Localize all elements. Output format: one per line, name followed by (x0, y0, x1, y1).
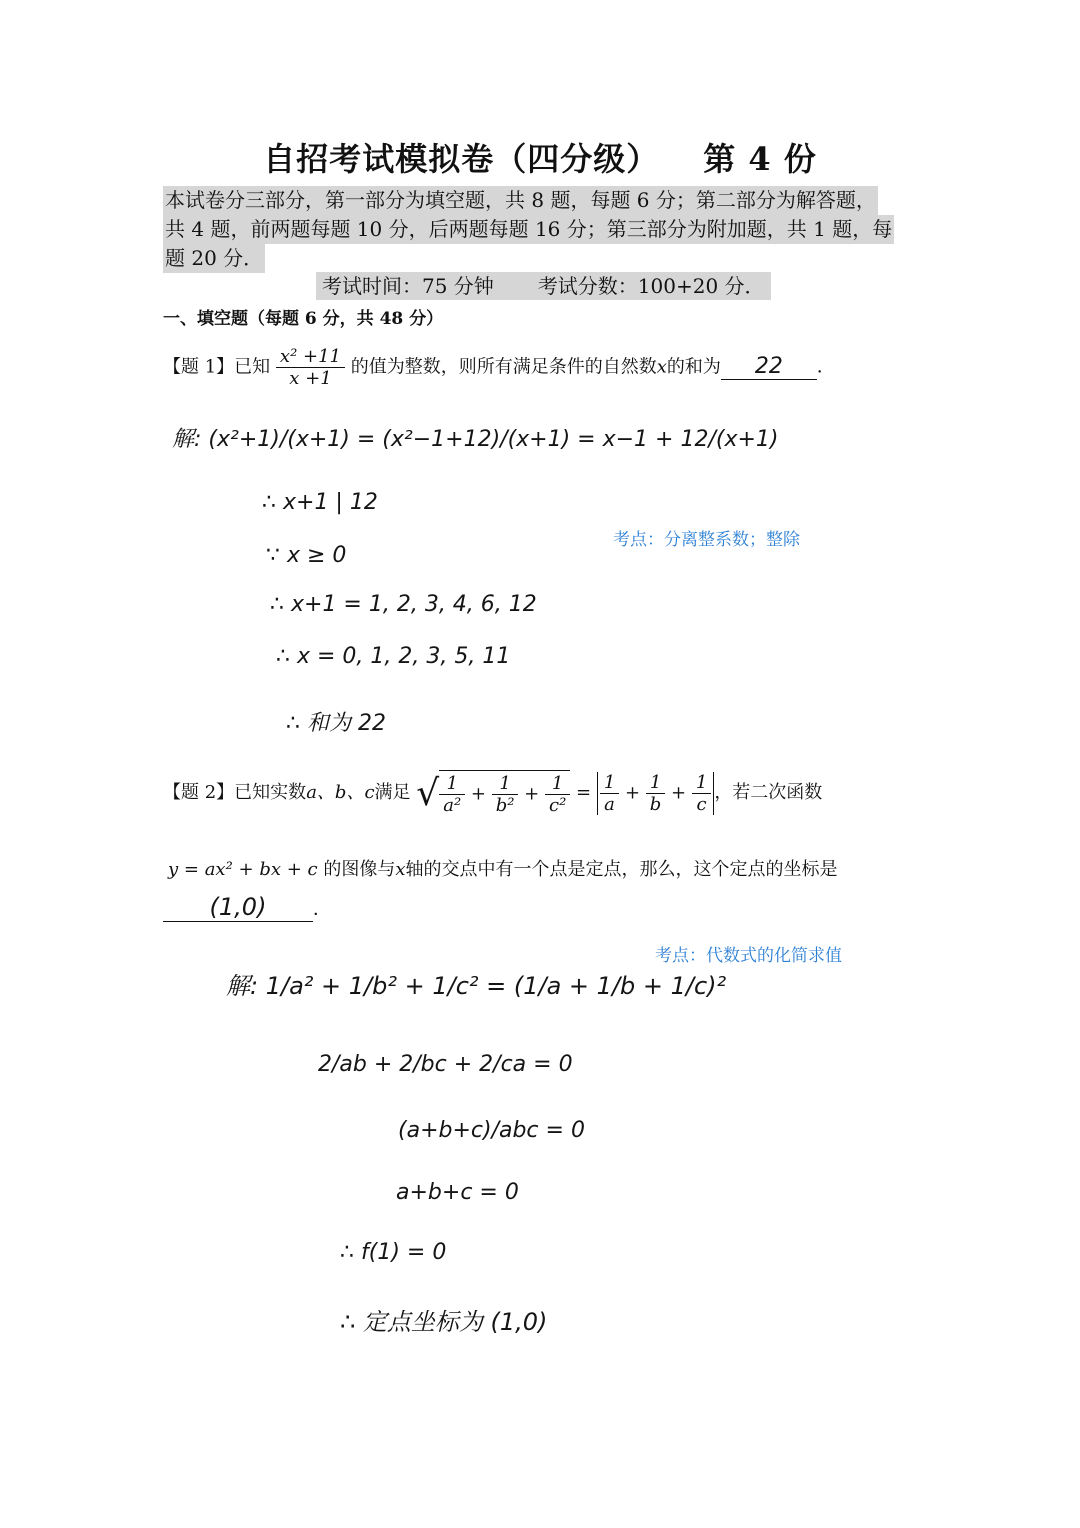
q2-solution-line-1: 解: 1/a² + 1/b² + 1/c² = (1/a + 1/b + 1/c)² (226, 972, 727, 1000)
q2-term-a2: $\frac{1}{\text{a²}}$ (439, 773, 465, 816)
q1-answer-blank: 22 (721, 354, 817, 380)
q1-fraction-denominator: x +1 (289, 368, 332, 389)
q2-term-c: $\frac{1}{c}$ (692, 772, 711, 815)
q2-sqrt-expression: $\frac{1}{\text{a²}}$ + $\frac{1}{\text{b²}}$ + $\frac{1}{\text{c²}}$ (439, 770, 570, 816)
sqrt-icon: √ (416, 772, 440, 814)
intro-line-3: 题 20 分． (163, 244, 265, 273)
q2-function: y = ax² + bx + c (168, 859, 318, 880)
exam-intro (163, 186, 917, 273)
question-2: 【题 2】已知实数a、b、c满足 √ $\frac{1}{\text{a²}}$ + $\frac{1}{\text{b²}}$ + $\frac{1}{\text{c²}}$ = $\frac{1}{a}$ + $\frac{1}{b}$ + $\frac{1}{c}$ ，若二次函数 (163, 771, 823, 816)
q2-note: 考点：代数式的化简求值 (655, 946, 842, 966)
q1-text: 的值为整数，则所有满足条件的自然数 (350, 356, 657, 378)
q1-solution-line-6: ∴ 和为 22 (286, 711, 386, 736)
exam-time: 考试时间：75 分钟 (322, 274, 494, 298)
q2-answer-line (163, 893, 331, 922)
intro-line-1: 本试卷分三部分，第一部分为填空题，共 8 题，每题 6 分；第二部分为解答题， (163, 186, 878, 215)
q1-solution-line-4: ∴ x+1 = 1, 2, 3, 4, 6, 12 (270, 592, 537, 617)
q2-abs-expression: $\frac{1}{a}$ + $\frac{1}{b}$ + $\frac{1}{c}$ (597, 772, 715, 815)
title-part: 第 4 份 (703, 140, 817, 178)
q2-term-b: $\frac{1}{b}$ (646, 772, 666, 815)
q1-text2: 的和为 (666, 356, 721, 378)
q2-label: 【题 2】已知实数 (163, 782, 307, 803)
q1-note: 考点：分离整系数；整除 (613, 530, 800, 550)
q2-text2: ，若二次函数 (714, 782, 823, 803)
q1-label: 【题 1】已知 (163, 356, 271, 378)
q2-term-c2: $\frac{1}{\text{c²}}$ (545, 773, 570, 816)
q2-text: 满足 (374, 782, 411, 803)
q2-solution-line-4: a+b+c = 0 (396, 1180, 519, 1205)
title-main: 自招考试模拟卷（四分级） (263, 140, 660, 178)
q2-solution-line-2: 2/ab + 2/bc + 2/ca = 0 (318, 1052, 573, 1077)
q2-solution-line-6: ∴ 定点坐标为 (1,0) (340, 1308, 548, 1336)
q1-var: x (656, 356, 667, 378)
q2-solution-line-5: ∴ f(1) = 0 (340, 1240, 447, 1265)
exam-score: 考试分数：100+20 分． (537, 274, 765, 298)
page-title (0, 134, 1080, 180)
question-2-line-2 (168, 855, 838, 881)
q1-fraction (276, 346, 345, 389)
q2-answer-blank: (1,0) (163, 893, 313, 922)
q2-end: ． (313, 899, 331, 920)
exam-info (316, 272, 771, 300)
q1-solution-line-3: ∵ x ≥ 0 (266, 543, 347, 568)
q1-end: ． (816, 356, 835, 378)
question-1 (163, 346, 835, 389)
q2-vars: a、b、c (306, 782, 375, 803)
q1-solution-line-2: ∴ x+1 | 12 (262, 490, 378, 515)
q1-solution-line-1: 解: (x²+1)/(x+1) = (x²−1+12)/(x+1) = x−1 + 12/(x+1) (172, 427, 779, 452)
q2-term-b2: $\frac{1}{\text{b²}}$ (492, 773, 519, 816)
q2-line2-text2: 轴的交点中有一个点是定点，那么，这个定点的坐标是 (405, 859, 838, 880)
section-heading: 一、填空题（每题 6 分，共 48 分） (163, 309, 444, 329)
q1-fraction-numerator: x² +11 (276, 346, 345, 368)
q2-line2-var: x (395, 859, 406, 880)
q2-term-a: $\frac{1}{a}$ (600, 772, 619, 815)
q2-solution-line-3: (a+b+c)/abc = 0 (398, 1118, 585, 1143)
intro-line-2: 共 4 题，前两题每题 10 分，后两题每题 16 分；第三部分为附加题，共 1 题，每 (163, 215, 894, 244)
q1-solution-line-5: ∴ x = 0, 1, 2, 3, 5, 11 (276, 644, 511, 669)
q2-line2-text1: 的图像与 (323, 859, 396, 880)
